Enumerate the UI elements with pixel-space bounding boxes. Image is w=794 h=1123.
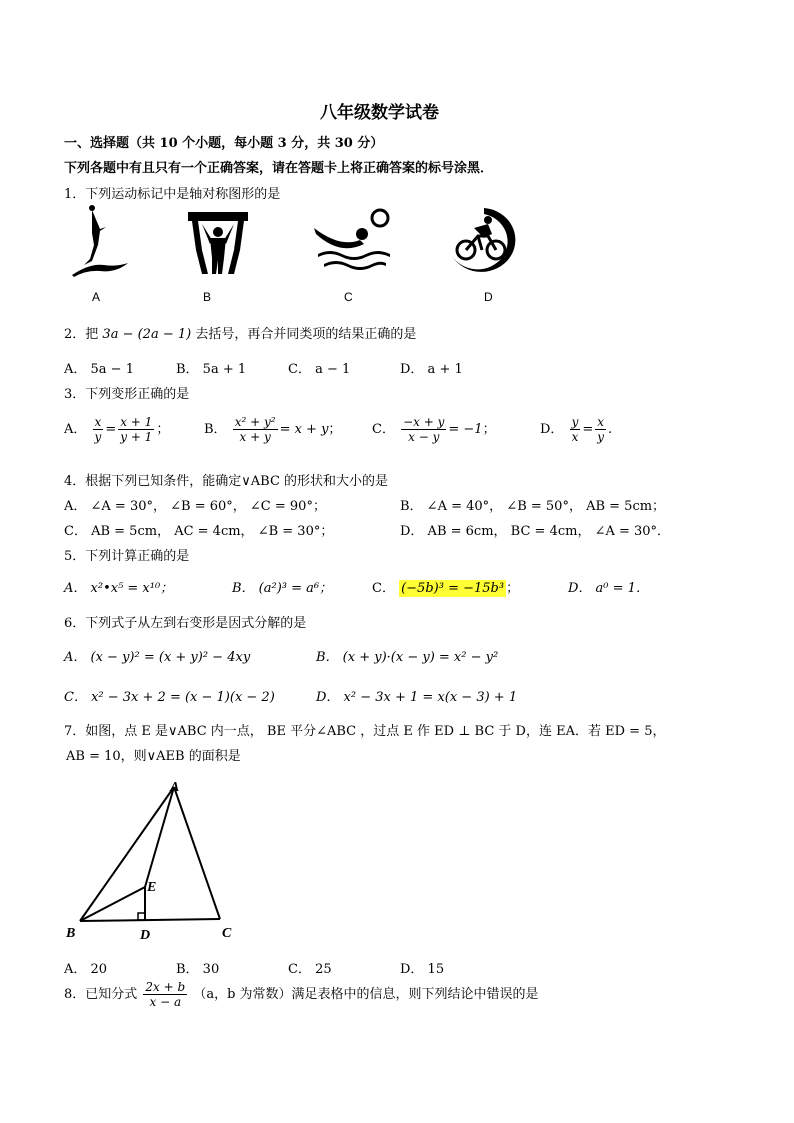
q5-c-highlighted-expression: (−5b)³ = −15b³ bbox=[401, 581, 505, 596]
q1-stem: 1．下列运动标记中是轴对称图形的是 bbox=[64, 187, 281, 202]
q3-c-rhs: = −1 bbox=[448, 422, 483, 437]
q5-stem: 5．下列计算正确的是 bbox=[64, 549, 190, 564]
q5-c-tail: ； bbox=[506, 581, 520, 596]
q7-option-a: A． 20 bbox=[64, 962, 108, 977]
q5-option-d: D． a⁰ = 1． bbox=[568, 581, 649, 596]
golfer-icon bbox=[70, 205, 130, 281]
q4-option-a: A． ∠A = 30°， ∠B = 60°， ∠C = 90°； bbox=[64, 499, 326, 514]
q3-d-tail: . bbox=[608, 422, 613, 437]
q3-a-den1: y bbox=[94, 430, 102, 444]
q3-d-num1: y bbox=[571, 415, 579, 429]
triangle-figure bbox=[60, 775, 250, 950]
q6-option-c: C． x² − 3x + 2 = (x − 1)(x − 2) bbox=[64, 690, 275, 705]
label-b: B bbox=[66, 926, 76, 941]
q3-c-num: −x + y bbox=[403, 415, 445, 429]
q1-label-d: D bbox=[484, 290, 493, 304]
q3-b-rhs: = x + y bbox=[279, 422, 329, 437]
water-polo-icon bbox=[310, 208, 394, 276]
q7-line1: 7．如图，点 E 是∨ABC 内一点， BE 平分∠ABC ，过点 E 作 ED ⊥ BC 于 D，连 EA．若 ED = 5， bbox=[64, 724, 666, 739]
q4-option-b: B． ∠A = 40°， ∠B = 50°， AB = 5cm； bbox=[400, 499, 666, 514]
q3-option-a: A． $\frac{x}{y}$ = $\frac{x + 1}{y + 1}$ ； bbox=[64, 415, 170, 444]
q4-option-c: C． AB = 5cm， AC = 4cm， ∠B = 30°； bbox=[64, 524, 334, 539]
q3-b-den: x + y bbox=[239, 430, 271, 444]
q5-c-label: C． bbox=[372, 581, 395, 596]
q3-d-label: D． bbox=[540, 422, 564, 437]
section-header: 一、选择题（共 10 个小题，每小题 3 分，共 30 分） bbox=[64, 136, 384, 151]
label-a: A bbox=[170, 780, 180, 795]
q3-a-tail: ； bbox=[156, 422, 170, 437]
segment-ae bbox=[145, 787, 174, 887]
q7-option-c: C． 25 bbox=[288, 962, 332, 977]
q8-stem-a: 8．已知分式 bbox=[64, 987, 138, 1002]
q2-option-c: C． a − 1 bbox=[288, 362, 351, 377]
q8-fraction-den: x − a bbox=[149, 995, 182, 1009]
label-c: C bbox=[222, 926, 232, 941]
q3-a-label: A． bbox=[64, 422, 87, 437]
q7-option-d: D． 15 bbox=[400, 962, 445, 977]
q2-stem bbox=[64, 323, 416, 342]
q5-option-a: A． x²•x⁵ = x¹⁰； bbox=[64, 581, 174, 596]
q8-stem bbox=[64, 980, 539, 1009]
cyclist-icon bbox=[444, 206, 524, 274]
label-d: D bbox=[140, 928, 151, 943]
instruction-text: 下列各题中有且只有一个正确答案，请在答题卡上将正确答案的标号涂黑． bbox=[64, 161, 494, 176]
right-angle-mark bbox=[138, 913, 145, 920]
q7-line2: AB = 10，则∨AEB 的面积是 bbox=[66, 749, 241, 764]
q3-d-den1: x bbox=[571, 430, 579, 444]
q1-label-c: C bbox=[344, 290, 353, 304]
q3-c-den: x − y bbox=[408, 430, 440, 444]
q3-stem: 3．下列变形正确的是 bbox=[64, 387, 190, 402]
q1-label-a: A bbox=[92, 290, 101, 304]
q2-expression: 3a − (2a − 1) bbox=[102, 327, 192, 342]
q2-stem-b: 去括号，再合并同类项的结果正确的是 bbox=[195, 327, 417, 342]
q7-option-b: B． 30 bbox=[176, 962, 220, 977]
q8-fraction-num: 2x + b bbox=[145, 980, 186, 994]
q3-option-b bbox=[204, 415, 341, 444]
q4-stem: 4．根据下列已知条件，能确定∨ABC 的形状和大小的是 bbox=[64, 474, 389, 489]
q8-stem-b: （a，b 为常数）满足表格中的信息，则下列结论中错误的是 bbox=[193, 987, 539, 1002]
q2-option-a: A． 5a − 1 bbox=[64, 362, 134, 377]
q2-stem-a: 2．把 bbox=[64, 327, 99, 342]
q2-option-b: B． 5a + 1 bbox=[176, 362, 247, 377]
q3-a-num2: x + 1 bbox=[120, 415, 153, 429]
label-e: E bbox=[147, 880, 157, 895]
segment-ab bbox=[80, 787, 174, 921]
q3-d-num2: x bbox=[597, 415, 605, 429]
q2-option-d: D． a + 1 bbox=[400, 362, 463, 377]
segment-bc bbox=[80, 919, 220, 921]
q3-b-label: B． bbox=[204, 422, 227, 437]
q3-d-den2: y bbox=[597, 430, 605, 444]
q1-label-b: B bbox=[203, 290, 212, 304]
q3-c-label: C． bbox=[372, 422, 395, 437]
q6-option-d: D． x² − 3x + 1 = x(x − 3) + 1 bbox=[316, 690, 518, 705]
q5-option-c bbox=[372, 577, 519, 596]
q6-option-b: B． (x + y)·(x − y) = x² − y² bbox=[316, 650, 499, 665]
q3-option-d: D． $\frac{y}{x}$ = $\frac{x}{y}$ . bbox=[540, 415, 613, 444]
segment-ac bbox=[174, 787, 220, 919]
q3-b-num: x² + y² bbox=[234, 415, 276, 429]
q5-option-b: B． (a²)³ = a⁶； bbox=[232, 581, 333, 596]
page-title: 八年级数学试卷 bbox=[320, 103, 439, 123]
q3-b-tail: ； bbox=[328, 422, 342, 437]
q3-a-num1: x bbox=[94, 415, 102, 429]
weightlifter-icon bbox=[188, 210, 248, 278]
q4-option-d: D． AB = 6cm， BC = 4cm， ∠A = 30°． bbox=[400, 524, 671, 539]
q3-a-den2: y + 1 bbox=[120, 430, 153, 444]
segment-be bbox=[80, 887, 145, 921]
q6-stem: 6．下列式子从左到右变形是因式分解的是 bbox=[64, 616, 307, 631]
q6-option-a: A． (x − y)² = (x + y)² − 4xy bbox=[64, 650, 251, 665]
q3-option-c bbox=[372, 415, 496, 444]
q3-c-tail: ； bbox=[482, 422, 496, 437]
